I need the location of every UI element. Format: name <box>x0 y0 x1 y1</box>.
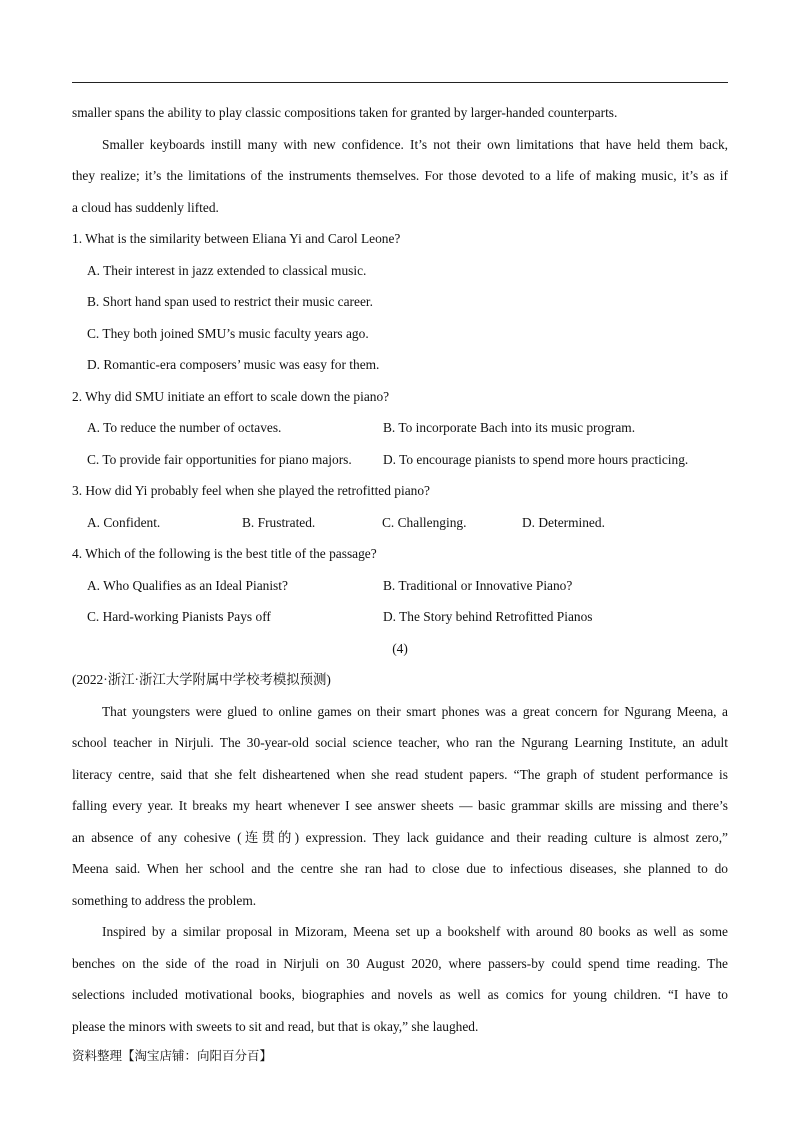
question-4-option-d: D. The Story behind Retrofitted Pianos <box>383 609 593 624</box>
passage-line: literacy centre, said that she felt disheartened when she read student papers. “The graph of student performance is <box>72 766 728 782</box>
footer-watermark-text: 资料整理【淘宝店铺：向阳百分百】 <box>72 1048 273 1063</box>
passage-line: benches on the side of the road in Nirjuli on 30 August 2020, where passers-by could spend time reading. The <box>72 955 728 971</box>
question-3-option-b: B. Frustrated. <box>242 514 316 530</box>
question-2-option-d: D. To encourage pianists to spend more hours practicing. <box>383 451 689 467</box>
passage-line: school teacher in Nirjuli. The 30-year-old social science teacher, who ran the Ngurang Learning Institute, an adult <box>72 735 728 750</box>
section-number: (4) <box>392 640 408 656</box>
question-3-option-d: D. Determined. <box>522 514 605 530</box>
question-3-option-c: C. Challenging. <box>382 514 467 530</box>
passage-line: Meena said. When her school and the centre she ran had to close due to infectious diseases, she planned to do <box>72 861 728 876</box>
question-2-options-row-1 <box>72 412 728 444</box>
question-1-option-c: C. They both joined SMU’s music faculty years ago. <box>87 325 369 341</box>
question-2-option-a: A. To reduce the number of octaves. <box>87 420 282 435</box>
question-2-option-c: C. To provide fair opportunities for piano majors. <box>87 451 352 467</box>
passage-line: an absence of any cohesive (连贯的) expression. They lack guidance and their reading culture is almost zero,” <box>72 829 728 845</box>
question-1-option-b: B. Short hand span used to restrict their music career. <box>87 294 373 309</box>
passage-line: something to address the problem. <box>72 892 257 908</box>
passage-line: That youngsters were glued to online games on their smart phones was a great concern for Ngurang Meena, a <box>102 703 728 719</box>
question-1-option-a: A. Their interest in jazz extended to classical music. <box>87 262 367 278</box>
passage-line: please the minors with sweets to sit and read, but that is okay,” she laughed. <box>72 1018 479 1034</box>
question-2-options-row-2 <box>72 444 728 476</box>
question-4-option-c: C. Hard-working Pianists Pays off <box>87 609 271 624</box>
passage-line: they realize; it’s the limitations of the instruments themselves. For those devoted to a life of making music, it’s as if <box>72 168 728 183</box>
question-4-option-b: B. Traditional or Innovative Piano? <box>383 577 573 593</box>
page-content <box>72 97 728 1042</box>
passage-line: smaller spans the ability to play classic compositions taken for granted by larger-handed counterparts. <box>72 105 618 120</box>
question-1-stem: 1. What is the similarity between Eliana Yi and Carol Leone? <box>72 231 401 246</box>
passage-line: selections included motivational books, biographies and novels as well as comics for young children. “I have to <box>72 987 728 1002</box>
question-1-option-d: D. Romantic-era composers’ music was easy for them. <box>87 357 380 372</box>
question-3-stem: 3. How did Yi probably feel when she played the retrofitted piano? <box>72 483 430 498</box>
question-4-stem: 4. Which of the following is the best title of the passage? <box>72 546 377 561</box>
question-3-options-row <box>72 507 728 539</box>
question-4-options-row-2 <box>72 601 728 633</box>
question-4-option-a: A. Who Qualifies as an Ideal Pianist? <box>87 577 288 593</box>
question-2-option-b: B. To incorporate Bach into its music program. <box>383 420 636 435</box>
header-rule <box>72 82 728 83</box>
question-3-option-a: A. Confident. <box>87 514 161 530</box>
question-4-options-row-1 <box>72 570 728 602</box>
passage-line: a cloud has suddenly lifted. <box>72 199 219 215</box>
passage-line: Smaller keyboards instill many with new confidence. It’s not their own limitations that have held them back, <box>102 136 728 152</box>
passage-line: Inspired by a similar proposal in Mizoram, Meena set up a bookshelf with around 80 books as well as some <box>102 924 728 939</box>
question-2-stem: 2. Why did SMU initiate an effort to scale down the piano? <box>72 388 390 404</box>
source-citation: (2022·浙江·浙江大学附属中学校考模拟预测) <box>72 672 331 687</box>
passage-line: falling every year. It breaks my heart whenever I see answer sheets — basic grammar skills are missing and there’s <box>72 798 728 813</box>
